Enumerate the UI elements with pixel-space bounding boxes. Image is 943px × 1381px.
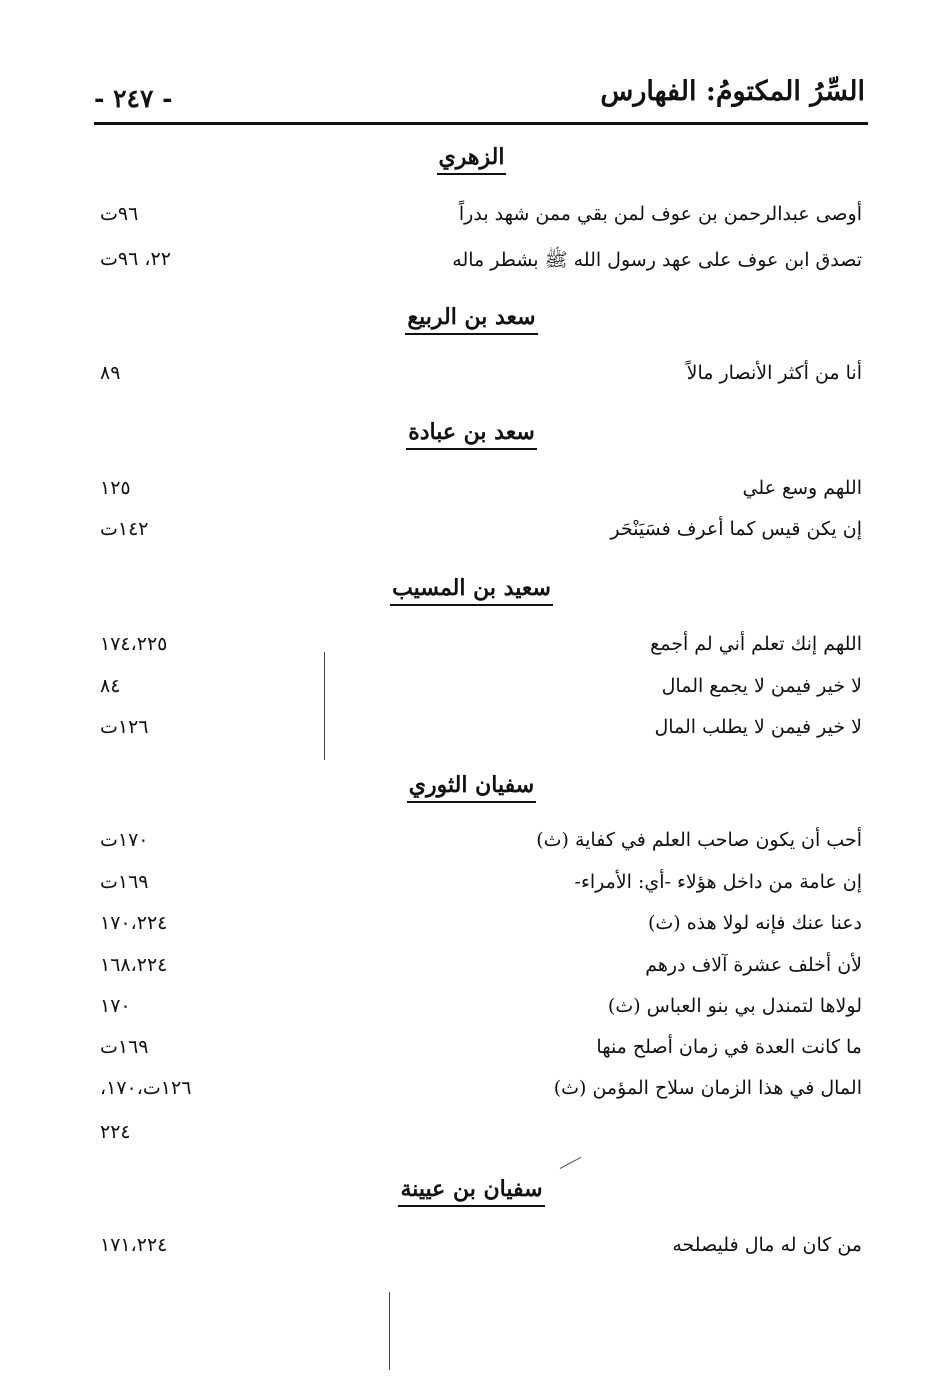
index-entry (94, 829, 862, 859)
index-entry (94, 518, 862, 548)
entry-text: أحب أن يكون صاحب العلم في كفاية (ث) (536, 829, 862, 851)
entry-pages: ١٦٩ت (100, 871, 149, 893)
running-head-title: السِّرُ المكتومُ: الفهارس (600, 76, 865, 107)
index-entry (94, 1036, 862, 1066)
section-heading-text: سعيد بن المسيب (390, 576, 553, 606)
entry-pages: ١٧٠ت (100, 829, 149, 851)
entry-text: إن عامة من داخل هؤلاء -أي: الأمراء- (574, 871, 862, 893)
index-entry (94, 871, 862, 901)
entry-pages-continued: ٢٢٤ (100, 1121, 131, 1143)
section-heading-sufyan-bin-uyayna (0, 1177, 943, 1207)
entry-text: من كان له مال فليصلحه (672, 1234, 862, 1256)
section-heading-text: سفيان الثوري (407, 773, 536, 803)
scan-artifact-line (324, 652, 325, 760)
index-entry (94, 633, 862, 663)
section-heading-zuhri (0, 145, 943, 175)
section-heading-text: سفيان بن عيينة (398, 1177, 544, 1207)
section-heading-said-bin-musayyib (0, 576, 943, 606)
index-entry (94, 716, 862, 746)
section-heading-saad-bin-rabi (0, 305, 943, 335)
entry-text: إن يكن قيس كما أعرف فسَيَنْحَر (610, 518, 862, 540)
entry-text: أنا من أكثر الأنصار مالاً (686, 362, 862, 384)
entry-text: المال في هذا الزمان سلاح المؤمن (ث) (553, 1077, 862, 1099)
entry-pages: ١٧٠ (100, 995, 131, 1017)
header-rule (94, 122, 868, 125)
entry-pages: ١٢٦ت،١٧٠، (100, 1077, 192, 1099)
entry-pages: ٩٦ت (100, 203, 139, 225)
entry-pages: ١٤٢ت (100, 518, 149, 540)
entry-pages: ١٦٩ت (100, 1036, 149, 1058)
index-entry (94, 995, 862, 1025)
index-entry (94, 203, 862, 233)
entry-text: ما كانت العدة في زمان أصلح منها (596, 1036, 862, 1058)
entry-pages: ١٦٨،٢٢٤ (100, 954, 168, 976)
index-entry (94, 912, 862, 942)
entry-text: اللهم إنك تعلم أني لم أجمع (650, 633, 862, 655)
index-entry (94, 1234, 862, 1264)
section-heading-text: سعد بن عبادة (406, 420, 537, 450)
section-heading-text: سعد بن الربيع (405, 305, 537, 335)
entry-text: دعنا عنك فإنه لولا هذه (ث) (647, 912, 862, 934)
entry-text: لا خير فيمن لا يجمع المال (661, 675, 862, 697)
entry-pages: ١٧٠،٢٢٤ (100, 912, 168, 934)
entry-text: لا خير فيمن لا يطلب المال (654, 716, 862, 738)
entry-text: لولاها لتمندل بي بنو العباس (ث) (607, 995, 862, 1017)
entry-text: تصدق ابن عوف على عهد رسول الله ﷺ بشطر ماله (452, 249, 862, 271)
entry-pages: ١٢٦ت (100, 716, 149, 738)
entry-pages: ٨٩ (100, 362, 121, 384)
section-heading-text: الزهري (437, 145, 507, 175)
index-entry (94, 675, 862, 705)
scan-artifact-mark (560, 1157, 582, 1169)
entry-pages: ٢٢، ٩٦ت (100, 248, 171, 270)
index-entry (94, 248, 862, 278)
index-entry (94, 362, 862, 392)
entry-text: لأن أخلف عشرة آلاف درهم (645, 954, 862, 976)
entry-pages: ١٢٥ (100, 477, 131, 499)
index-entry (94, 477, 862, 507)
page-number: - ٢٤٧ - (94, 84, 173, 113)
entry-pages: ١٧١،٢٢٤ (100, 1234, 168, 1256)
index-entry (94, 1077, 862, 1107)
index-entry (94, 954, 862, 984)
entry-pages: ٨٤ (100, 675, 121, 697)
section-heading-saad-bin-ubada (0, 420, 943, 450)
scan-artifact-line (389, 1292, 390, 1370)
entry-text: اللهم وسع علي (742, 477, 862, 499)
entry-text: أوصى عبدالرحمن بن عوف لمن بقي ممن شهد بدراً (458, 203, 862, 225)
entry-pages: ١٧٤،٢٢٥ (100, 633, 168, 655)
index-entry-continuation (94, 1121, 862, 1151)
section-heading-sufyan-thawri (0, 773, 943, 803)
